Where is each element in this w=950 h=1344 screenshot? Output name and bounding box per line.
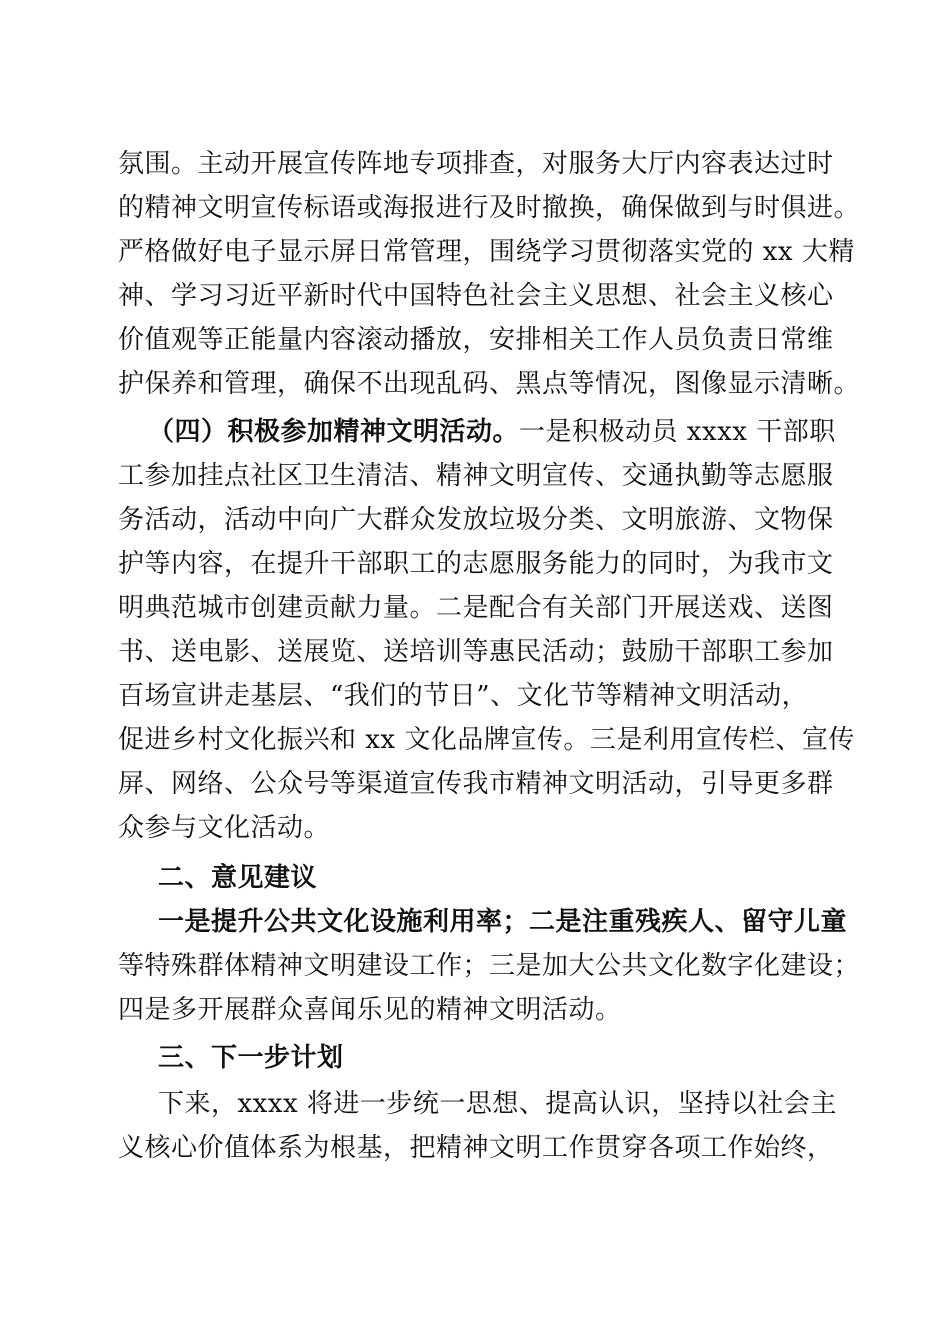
paragraph-line: 下来，xxxx 将进一步统一思想、提高认识，坚持以社会主 [158,1089,837,1119]
paragraph-line: 的精神文明宣传标语或海报进行及时撤换，确保做到与时俱进。 [118,193,861,223]
paragraph-line: 明典范城市创建贡献力量。二是配合有关部门开展送戏、送图 [118,593,834,623]
paragraph-line: 一是提升公共文化设施利用率；二是注重残疾人、留守儿童 [158,907,848,937]
paragraph-line: 护保养和管理，确保不出现乱码、黑点等情况，图像显示清晰。 [118,369,861,399]
paragraph-line: 氛围。主动开展宣传阵地专项排查，对服务大厅内容表达过时 [118,149,834,179]
paragraph-line: 屏、网络、公众号等渠道宣传我市精神文明活动，引导更多群 [118,769,834,799]
paragraph-line: 等特殊群体精神文明建设工作；三是加大公共文化数字化建设； [118,951,861,981]
paragraph-line: 众参与文化活动。 [118,813,331,843]
section-subheading: （四）积极参加精神文明活动。 [148,417,520,447]
paragraph-line: 促进乡村文化振兴和 xx 文化品牌宣传。三是利用宣传栏、宣传 [118,725,855,755]
paragraph-line: 百场宣讲走基层、“我们的节日”、文化节等精神文明活动， [118,681,809,711]
paragraph-line: 工参加挂点社区卫生清洁、精神文明宣传、交通执勤等志愿服 [118,461,834,491]
paragraph-line: 神、学习习近平新时代中国特色社会主义思想、社会主义核心 [118,281,834,311]
paragraph-line: 义核心价值体系为根基，把精神文明工作贯穿各项工作始终， [118,1133,834,1163]
paragraph-line: 书、送电影、送展览、送培训等惠民活动；鼓励干部职工参加 [118,637,834,667]
section-heading: 二、意见建议 [158,863,318,893]
paragraph-line: 务活动，活动中向广大群众发放垃圾分类、文明旅游、文物保 [118,505,834,535]
paragraph-line: 价值观等正能量内容滚动播放，安排相关工作人员负责日常维 [118,325,834,355]
paragraph-line: 严格做好电子显示屏日常管理，围绕学习贯彻落实党的 xx 大精 [118,237,855,267]
paragraph-first-line [148,410,836,454]
section-heading: 三、下一步计划 [158,1043,344,1073]
paragraph-line: 四是多开展群众喜闻乐见的精神文明活动。 [118,995,622,1025]
paragraph-line: 护等内容，在提升干部职工的志愿服务能力的同时，为我市文 [118,549,834,579]
paragraph-text: 一是积极动员 xxxx 干部职 [519,417,836,447]
